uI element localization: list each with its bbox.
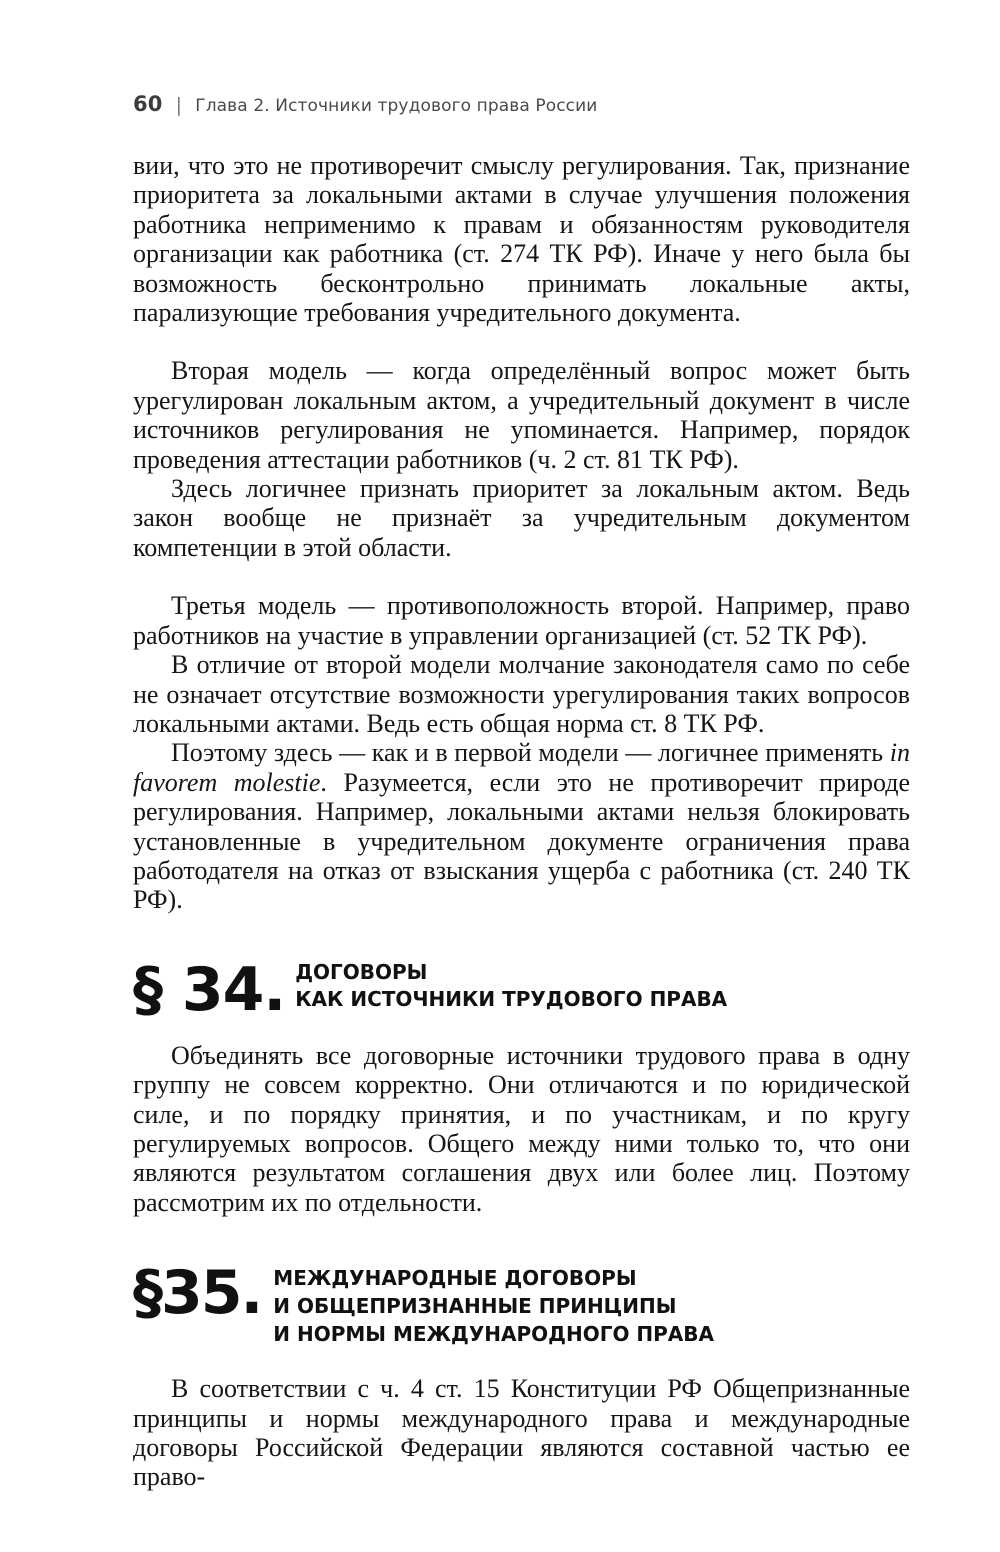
section-35-paragraph: В соответствии с ч. 4 ст. 15 Конституции РФ Общепризнанные принципы и нормы международного права и международные договоры Российской Федерации являются составной частью ее право- <box>133 1374 910 1492</box>
section-number-dot: . <box>240 1258 262 1329</box>
page-body <box>133 151 910 1492</box>
paragraph-second-model: Вторая модель — когда определённый вопрос может быть урегулирован локальным актом, а учредительный документ в числе источников регулирования не упоминается. Например, порядок проведения аттестации работников (ч. 2 ст. 81 ТК РФ). <box>133 356 910 474</box>
section-35-number <box>133 1258 262 1329</box>
section-34-paragraph: Объединять все договорные источники трудового права в одну группу не совсем корректно. Они отличаются и по юридической силе, и по порядку принятия, и по участникам, и по кругу регулируемых вопросов. Общего между ними только то, что они являются результатом соглашения двух или более лиц. Поэтому рассмотрим их по отдельности. <box>133 1040 910 1217</box>
section-number-dot: . <box>263 954 286 1025</box>
paragraph-third-model-conclusion <box>133 738 910 914</box>
chapter-title: Глава 2. Источники трудового права России <box>195 96 598 116</box>
page-number: 60 <box>133 92 163 116</box>
paragraph-text: . Разумеется, если это не противоречит природе регулирования. Например, локальными актами нельзя блокировать установленные в учредительном документе ограничения права работодателя на отказ от взыскания ущерба с работника (ст. 240 ТК РФ). <box>133 767 910 915</box>
section-35-title-line1: МЕЖДУНАРОДНЫЕ ДОГОВОРЫ <box>273 1266 637 1291</box>
section-35-heading <box>133 1258 910 1348</box>
section-number-text: §35 <box>133 1258 241 1329</box>
paragraph-text: Поэтому здесь — как и в первой модели — логичнее применять <box>171 738 890 768</box>
section-34-title <box>295 959 727 1013</box>
latin-term: in favorem molestie <box>133 738 910 797</box>
section-35-title-line3: И НОРМЫ МЕЖДУНАРОДНОГО ПРАВА <box>273 1322 714 1347</box>
section-35-title <box>273 1264 714 1348</box>
section-34-number <box>133 954 286 1025</box>
section-34-title-line2: КАК ИСТОЧНИКИ ТРУДОВОГО ПРАВА <box>295 986 728 1011</box>
section-34-heading <box>133 954 910 1025</box>
section-35-title-line2: И ОБЩЕПРИЗНАННЫЕ ПРИНЦИПЫ <box>273 1294 677 1319</box>
running-header <box>133 92 597 116</box>
header-separator: | <box>175 94 183 116</box>
paragraph-third-model-difference: В отличие от второй модели молчание законодателя само по себе не означает отсутствие возможности урегулирования таких вопросов локальными актами. Ведь есть общая норма ст. 8 ТК РФ. <box>133 650 910 738</box>
paragraph-continuation: вии, что это не противоречит смыслу регулирования. Так, признание приоритета за локальными актами в случае улучшения положения работника неприменимо к правам и обязанностям руководителя организации как работника (ст. 274 ТК РФ). Иначе у него была бы возможность бесконтрольно принимать локальные акты, парализующие требования учредительного документа. <box>133 151 910 328</box>
section-number-text: § 34 <box>133 954 264 1025</box>
section-34-title-line1: ДОГОВОРЫ <box>295 959 428 984</box>
paragraph-second-model-conclusion: Здесь логичнее признать приоритет за локальным актом. Ведь закон вообще не признаёт за учредительным документом компетенции в этой области. <box>133 474 910 562</box>
paragraph-third-model: Третья модель — противоположность второй. Например, право работников на участие в управлении организацией (ст. 52 ТК РФ). <box>133 591 910 650</box>
